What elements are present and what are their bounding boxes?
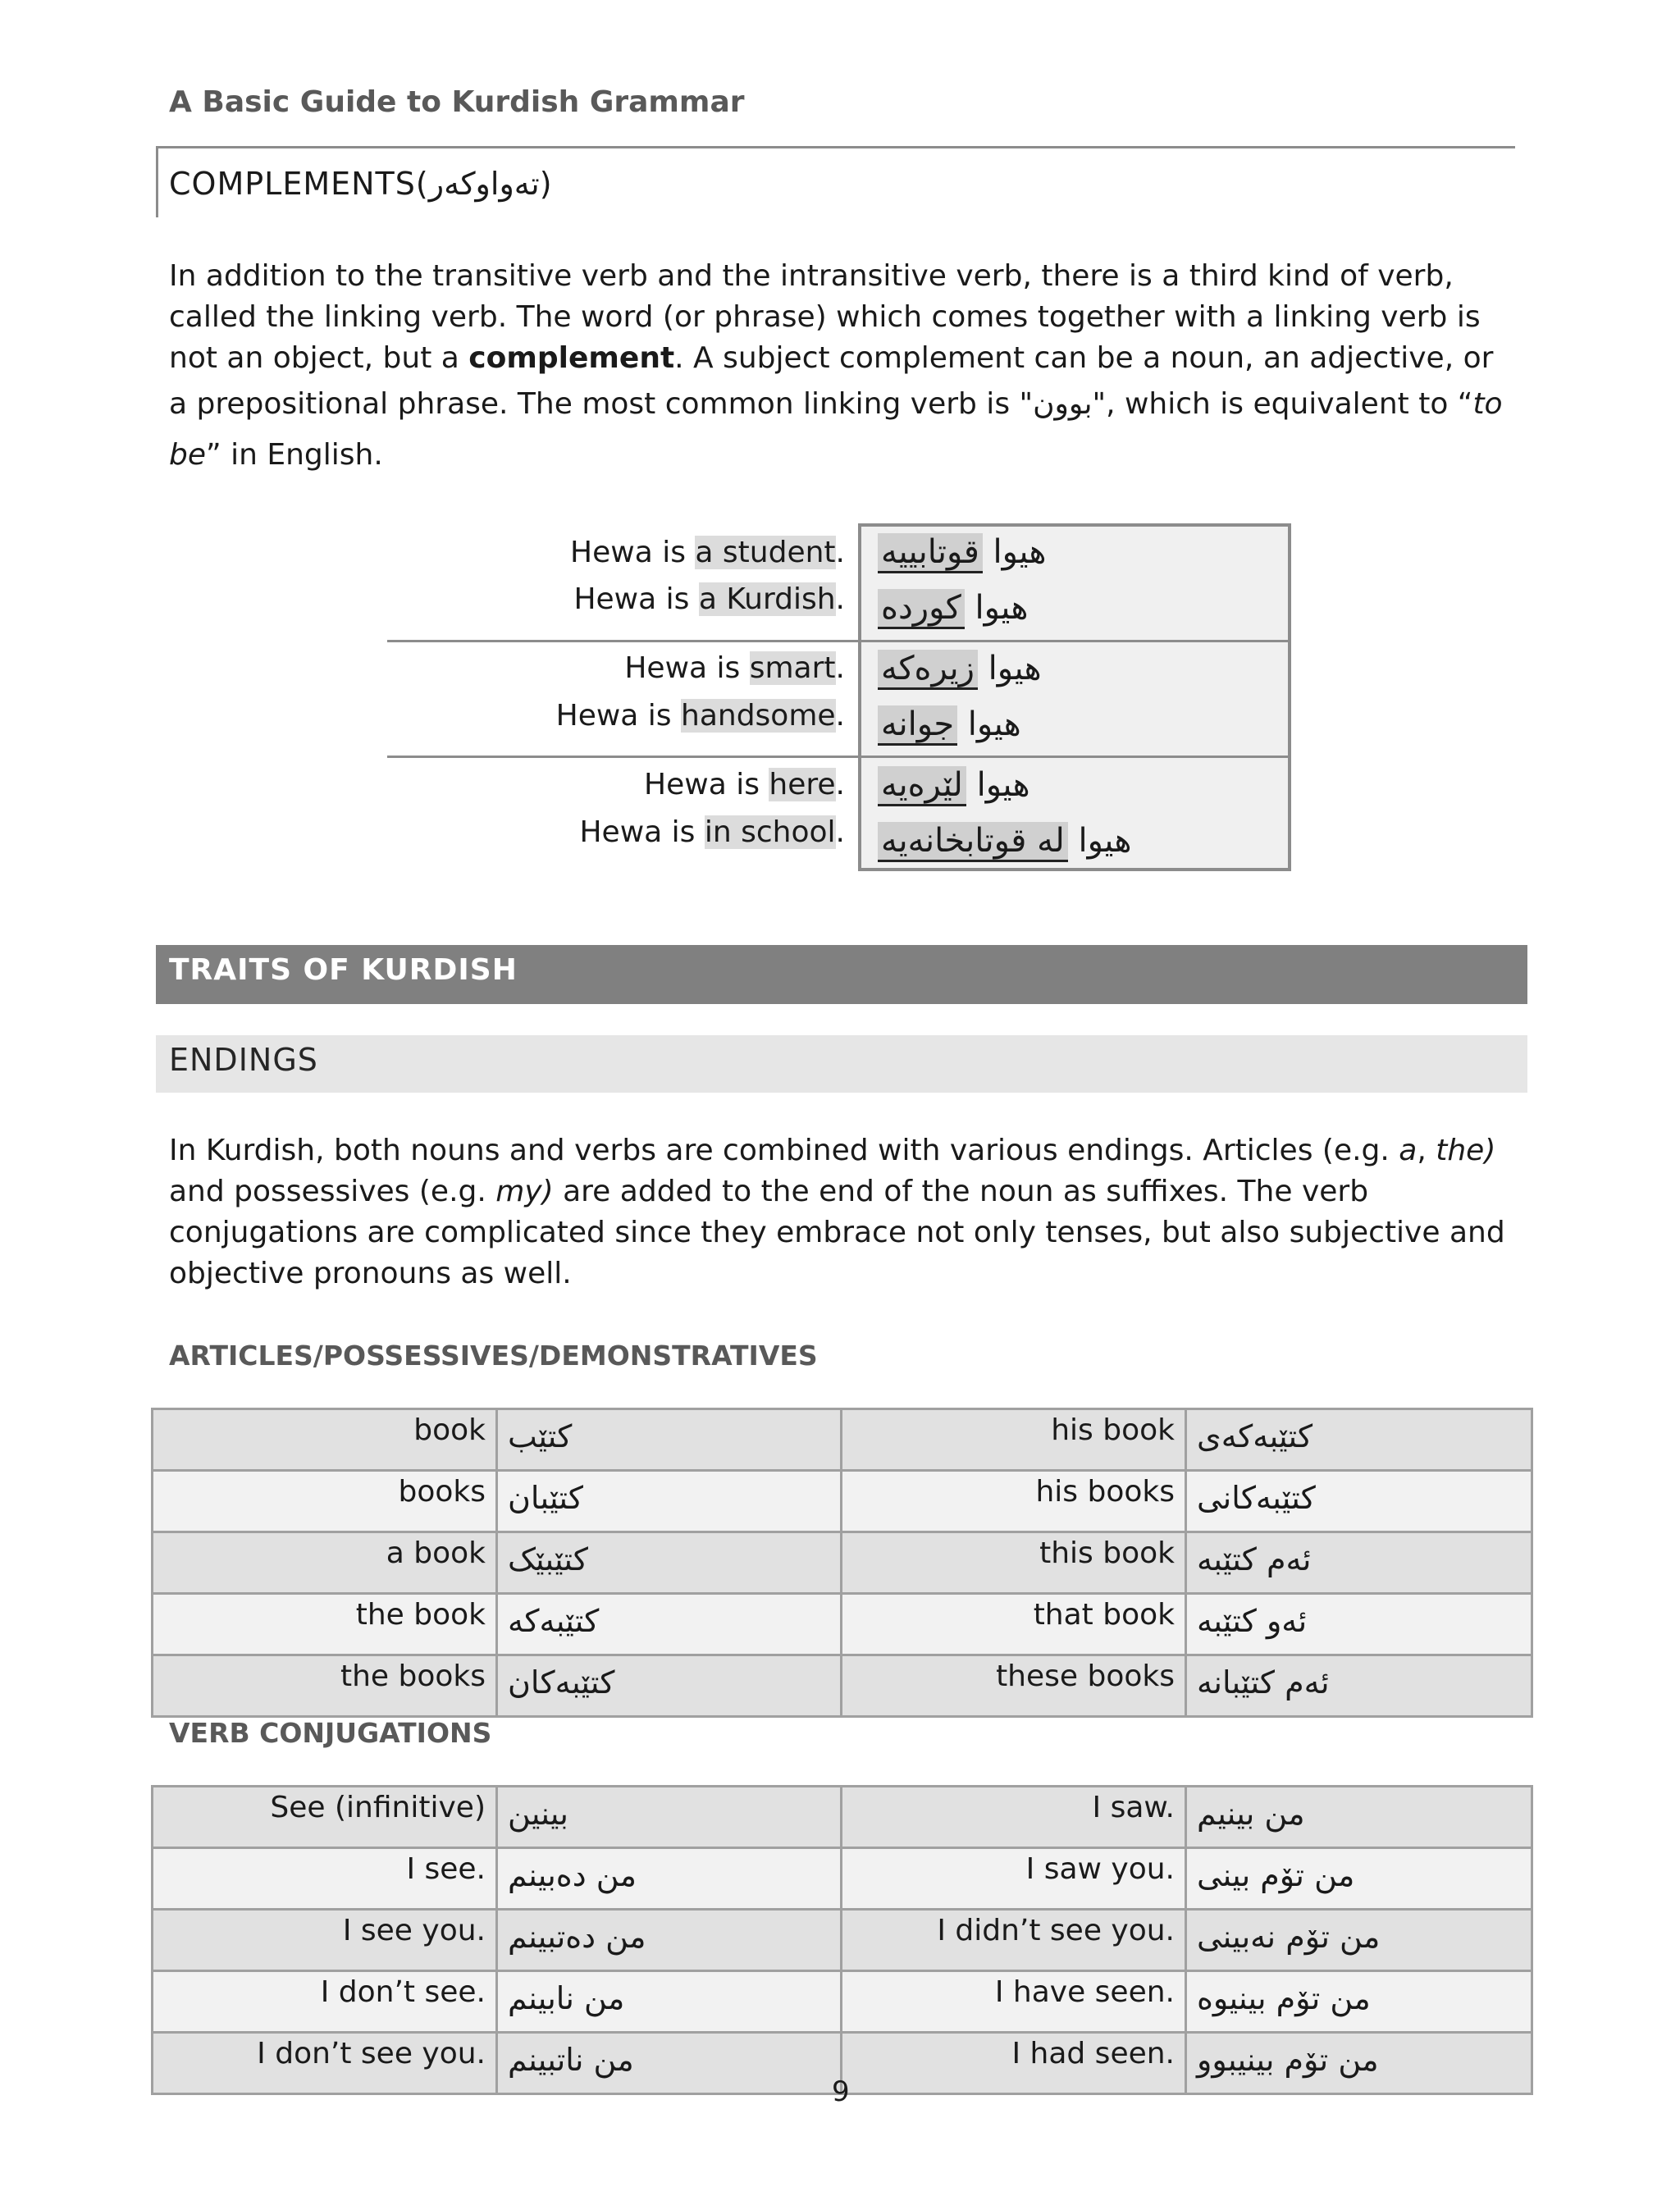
table-cell-ku: من دەتبینم bbox=[497, 1910, 842, 1971]
table-cell-ku: من دەبینم bbox=[497, 1848, 842, 1910]
table-cell-en: I saw you. bbox=[842, 1848, 1186, 1910]
example-kurdish: هیوا لێرەیە bbox=[878, 766, 1030, 804]
example-kurdish: هیوا جوانە bbox=[878, 705, 1021, 743]
table-cell-ku: من تۆم بینیبوو bbox=[1186, 2033, 1532, 2094]
table-cell-en: that book bbox=[842, 1594, 1186, 1655]
table-cell-en: his book bbox=[842, 1409, 1186, 1471]
example-kurdish: هیوا قوتابییە bbox=[878, 533, 1046, 571]
table-cell-en: I have seen. bbox=[842, 1971, 1186, 2033]
page-number: 9 bbox=[832, 2075, 850, 2108]
table-row bbox=[153, 1655, 1532, 1717]
table-cell-ku: کتێب bbox=[497, 1409, 842, 1471]
table-row bbox=[153, 1409, 1532, 1471]
table-cell-ku: کتێبێک bbox=[497, 1532, 842, 1594]
articles-heading: ARTICLES/POSSESSIVES/DEMONSTRATIVES bbox=[169, 1340, 818, 1372]
para-italic: to bbox=[1472, 387, 1503, 421]
table-cell-ku: کتێبەکەی bbox=[1186, 1409, 1532, 1471]
table-cell-en: I didn’t see you. bbox=[842, 1910, 1186, 1971]
complements-heading-ku: تەواوکەر bbox=[428, 166, 540, 202]
table-row bbox=[153, 1848, 1532, 1910]
table-cell-ku: کتێبان bbox=[497, 1471, 842, 1532]
para-line: In addition to the transitive verb and the intransitive verb, there is a third kind of verb, bbox=[169, 259, 1454, 293]
para-line: a prepositional phrase. The most common linking verb is " bbox=[169, 387, 1034, 421]
complements-paragraph bbox=[169, 256, 1514, 481]
example-kurdish: هیوا کوردە bbox=[878, 589, 1028, 627]
endings-paragraph: In Kurdish, both nouns and verbs are combined with various endings. Articles (e.g. a, the) and possessives (e.g. my) are added to the end of the noun as suffixes. The verb conjugations are complicated since they embrace not only tenses, but also subjective and objective pronouns as well. bbox=[169, 1134, 1505, 1290]
table-cell-ku: من نابینم bbox=[497, 1971, 842, 2033]
table-cell-en: I don’t see. bbox=[153, 1971, 497, 2033]
table-cell-ku: بینین bbox=[497, 1787, 842, 1848]
table-cell-en: this book bbox=[842, 1532, 1186, 1594]
para-line: ” in English. bbox=[206, 438, 383, 472]
running-head: A Basic Guide to Kurdish Grammar bbox=[169, 85, 745, 119]
example-kurdish: هیوا زیرەکە bbox=[878, 650, 1042, 687]
example-kurdish: هیوا لە قوتابخانەیە bbox=[878, 822, 1131, 860]
table-cell-ku: کتێبەکانی bbox=[1186, 1471, 1532, 1532]
table-cell-ku: ئەم کتێبانە bbox=[1186, 1655, 1532, 1717]
table-cell-ku: من تۆم نەبینی bbox=[1186, 1910, 1532, 1971]
table-row bbox=[153, 1532, 1532, 1594]
complements-heading: COMPLEMENTS(تەواوکەر) bbox=[169, 166, 553, 202]
example-english: Hewa is a Kurdish. bbox=[573, 582, 845, 616]
table-cell-ku: کتێبەکان bbox=[497, 1655, 842, 1717]
table-row bbox=[153, 1787, 1532, 1848]
linking-verb-ku: بوون bbox=[1033, 387, 1093, 421]
table-cell-ku: من بینیم bbox=[1186, 1787, 1532, 1848]
table-row bbox=[153, 1471, 1532, 1532]
example-english: Hewa is smart. bbox=[624, 651, 845, 685]
table-cell-ku: من تۆم بینی bbox=[1186, 1848, 1532, 1910]
table-cell-en: I see you. bbox=[153, 1910, 497, 1971]
example-english: Hewa is a student. bbox=[570, 536, 845, 569]
table-cell-en: I saw. bbox=[842, 1787, 1186, 1848]
table-cell-en: See (infinitive) bbox=[153, 1787, 497, 1848]
table-cell-en: book bbox=[153, 1409, 497, 1471]
example-english: Hewa is in school. bbox=[579, 815, 845, 849]
para-line: ", which is equivalent to “ bbox=[1092, 387, 1473, 421]
verbs-heading: VERB CONJUGATIONS bbox=[169, 1717, 492, 1749]
table-cell-ku: ئەم کتێبە bbox=[1186, 1532, 1532, 1594]
table-row bbox=[153, 1910, 1532, 1971]
table-cell-en: a book bbox=[153, 1532, 497, 1594]
subsection-band-endings: ENDINGS bbox=[156, 1035, 1527, 1093]
table-cell-en: his books bbox=[842, 1471, 1186, 1532]
complements-heading-en: COMPLEMENTS bbox=[169, 166, 416, 202]
table-cell-en: I don’t see you. bbox=[153, 2033, 497, 2094]
example-english: Hewa is here. bbox=[644, 768, 845, 801]
para-italic: be bbox=[169, 438, 206, 472]
para-line: . A subject complement can be a noun, an adjective, or bbox=[674, 341, 1494, 375]
table-cell-ku: کتێبەکە bbox=[497, 1594, 842, 1655]
table-cell-en: I had seen. bbox=[842, 2033, 1186, 2094]
table-cell-ku: من تۆم بینیوە bbox=[1186, 1971, 1532, 2033]
section-band-traits: TRAITS OF KURDISH bbox=[156, 945, 1527, 1004]
table-row bbox=[153, 1594, 1532, 1655]
examples-kurdish-box bbox=[858, 523, 1291, 871]
table-cell-en: the books bbox=[153, 1655, 497, 1717]
para-line: called the linking verb. The word (or phrase) which comes together with a linking verb is bbox=[169, 300, 1481, 334]
articles-table bbox=[151, 1408, 1533, 1718]
table-cell-ku: ئەو کتێبە bbox=[1186, 1594, 1532, 1655]
table-cell-en: I see. bbox=[153, 1848, 497, 1910]
table-cell-en: the book bbox=[153, 1594, 497, 1655]
examples-divider bbox=[387, 756, 1291, 758]
examples-divider bbox=[387, 640, 1291, 642]
example-english: Hewa is handsome. bbox=[555, 699, 845, 733]
table-cell-en: books bbox=[153, 1471, 497, 1532]
table-row bbox=[153, 1971, 1532, 2033]
para-line: not an object, but a bbox=[169, 341, 469, 375]
table-cell-en: these books bbox=[842, 1655, 1186, 1717]
complement-term: complement bbox=[468, 341, 675, 375]
verbs-table bbox=[151, 1785, 1533, 2095]
table-cell-ku: من ناتبینم bbox=[497, 2033, 842, 2094]
